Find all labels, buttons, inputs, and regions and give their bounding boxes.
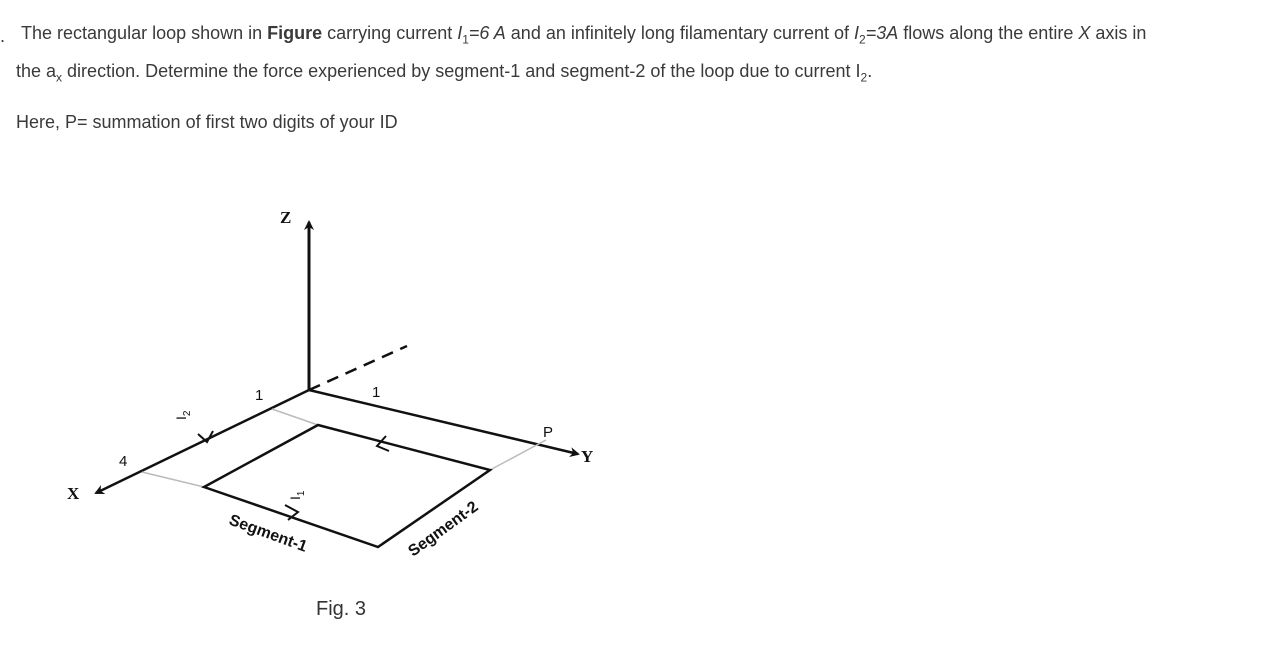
i1-subscript: 1 <box>462 32 469 47</box>
text-span: direction. Determine the force experienced by segment-1 and segment-2 of the loop due to current I <box>62 60 861 81</box>
segment-1-label: Segment-1 <box>226 511 310 556</box>
text-span: the a <box>16 60 57 81</box>
i2-value: =3A <box>865 23 899 43</box>
dim-label-p: P <box>543 424 554 441</box>
text-span: The rectangular loop shown in <box>21 23 268 43</box>
i1-label-symbol: I <box>287 496 303 500</box>
ax-subscript: x <box>56 70 63 85</box>
figure-ref: Figure <box>267 23 323 43</box>
text-span: . <box>867 60 873 81</box>
segment-2-label: Segment-2 <box>405 498 482 561</box>
i2-current-arrow <box>198 431 213 442</box>
text-span: and an infinitely long filamentary current of <box>505 23 854 43</box>
dim-label-4: 4 <box>119 453 128 470</box>
dim-label-1-left: 1 <box>255 387 264 404</box>
i2-subscript-2: 2 <box>860 70 868 85</box>
i1-label <box>287 490 307 500</box>
text-span: axis in <box>1090 23 1147 43</box>
i2-subscript: 2 <box>859 32 866 47</box>
i1-value: =6 A <box>468 23 506 43</box>
i2-symbol: I <box>853 23 859 43</box>
y-axis-label: Y <box>581 447 594 466</box>
guide-line <box>142 472 204 487</box>
dim-label-1-right: 1 <box>372 384 381 401</box>
i2-label-symbol: I <box>173 416 189 420</box>
i1-symbol: I <box>457 23 463 43</box>
z-axis-label: Z <box>280 208 292 227</box>
id-note: Here, P= summation of first two digits of your ID <box>16 112 398 132</box>
x-axis-label: X <box>67 484 80 503</box>
x-axis <box>96 390 309 493</box>
i2-label-subscript: 2 <box>182 410 193 417</box>
guide-line <box>490 440 546 470</box>
x-axis-ref: X <box>1078 23 1091 43</box>
i1-label-subscript: 1 <box>296 490 307 497</box>
text-span: carrying current <box>322 23 458 43</box>
i2-label <box>173 410 193 420</box>
neg-y-dashed <box>309 346 407 390</box>
guide-line <box>272 409 318 425</box>
text-span: flows along the entire <box>898 23 1079 43</box>
list-bullet: . <box>0 26 6 46</box>
figure-caption: Fig. 3 <box>316 598 367 620</box>
